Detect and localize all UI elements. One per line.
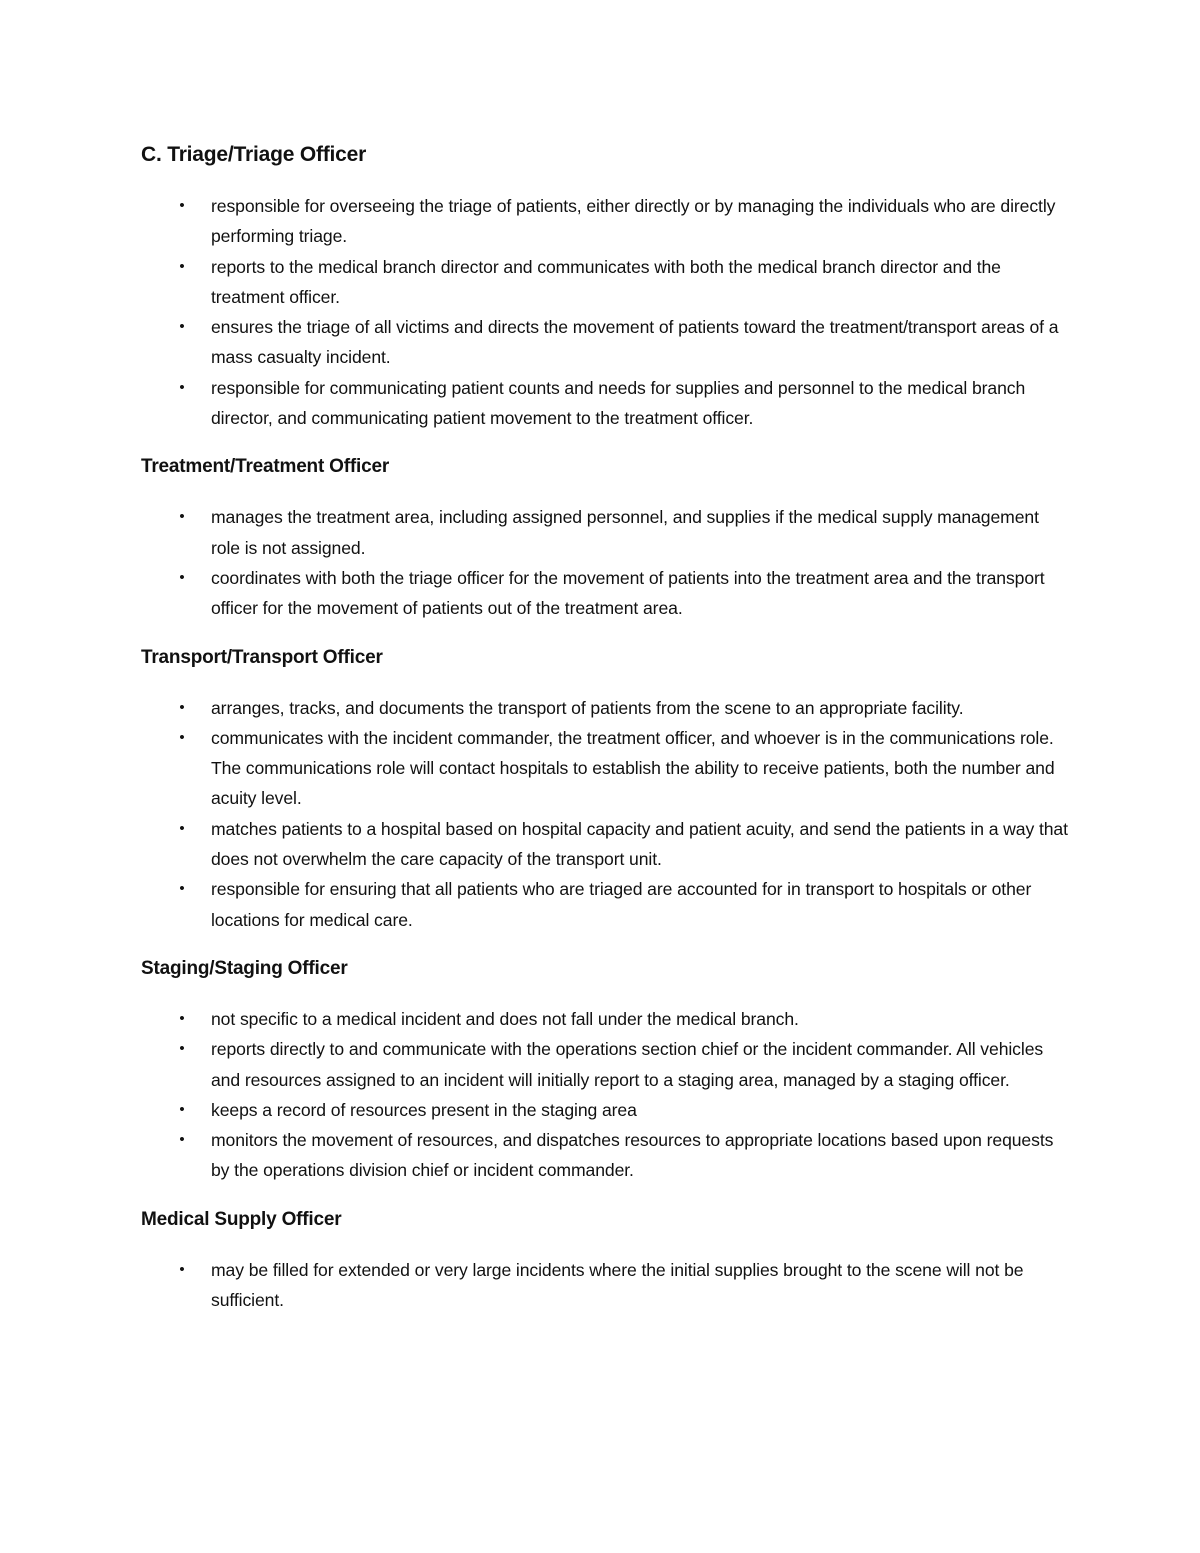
list-item-text: manages the treatment area, including assigned personnel, and supplies if the medical supply management role is not assigned. bbox=[211, 507, 1039, 558]
bullet-icon bbox=[175, 1095, 189, 1125]
bullet-icon bbox=[175, 502, 189, 532]
list-item bbox=[141, 252, 1071, 313]
list-item-text: may be filled for extended or very large incidents where the initial supplies brought to the scene will not be sufficient. bbox=[211, 1259, 1024, 1311]
bullet-icon bbox=[175, 814, 189, 844]
list-item bbox=[141, 563, 1071, 624]
list-item bbox=[141, 312, 1071, 373]
list-item-text: communicates with the incident commander, the treatment officer, and whoever is in the communications role. The communications role will contact hospitals to establish the ability to receive patients, both the number and acuity level. bbox=[211, 727, 1055, 809]
bullet-icon bbox=[175, 191, 189, 221]
section-title-medical-supply: Medical Supply Officer bbox=[141, 1208, 342, 1230]
list-item bbox=[141, 502, 1071, 563]
document-body bbox=[141, 140, 1071, 1334]
bullet-icon bbox=[175, 693, 189, 723]
list-item bbox=[141, 373, 1071, 434]
list-item-text: keeps a record of resources present in the staging area bbox=[211, 1099, 637, 1120]
bullet-icon bbox=[175, 312, 189, 342]
list-item bbox=[141, 814, 1071, 875]
list-item bbox=[141, 1255, 1071, 1316]
list-item-text: responsible for ensuring that all patients who are triaged are accounted for in transport to hospitals or other locations for medical care. bbox=[211, 879, 1032, 930]
section-title-staging: Staging/Staging Officer bbox=[141, 957, 348, 979]
list-item bbox=[141, 1125, 1071, 1186]
list-item bbox=[141, 723, 1071, 814]
list-item bbox=[141, 693, 1071, 723]
list-item-text: coordinates with both the triage officer for the movement of patients into the treatment area and the transport officer for the movement of patients out of the treatment area. bbox=[211, 567, 1045, 619]
triage-list bbox=[141, 191, 1071, 433]
list-item bbox=[141, 874, 1071, 935]
section-title-treatment: Treatment/Treatment Officer bbox=[141, 456, 390, 478]
treatment-list bbox=[141, 502, 1071, 623]
list-item-text: reports to the medical branch director and communicates with both the medical branch director and the treatment officer. bbox=[211, 256, 1001, 307]
list-item-text: responsible for communicating patient counts and needs for supplies and personnel to the medical branch director, and communicating patient movement to the treatment officer. bbox=[211, 377, 1026, 429]
list-item bbox=[141, 1004, 1071, 1034]
bullet-icon bbox=[175, 563, 189, 593]
list-item bbox=[141, 191, 1071, 252]
bullet-icon bbox=[175, 252, 189, 282]
list-item-text: matches patients to a hospital based on hospital capacity and patient acuity, and send the patients in a way that does not overwhelm the care capacity of the transport unit. bbox=[211, 818, 1068, 870]
bullet-icon bbox=[175, 874, 189, 904]
bullet-icon bbox=[175, 1255, 189, 1285]
list-item-text: ensures the triage of all victims and directs the movement of patients toward the treatment/transport areas of a mass casualty incident. bbox=[211, 317, 1059, 368]
list-item-text: arranges, tracks, and documents the transport of patients from the scene to an appropriate facility. bbox=[211, 697, 964, 718]
bullet-icon bbox=[175, 373, 189, 403]
medical-supply-list bbox=[141, 1255, 1071, 1316]
bullet-icon bbox=[175, 1125, 189, 1155]
list-item-text: monitors the movement of resources, and dispatches resources to appropriate locations based upon requests by the operations division chief or incident commander. bbox=[211, 1130, 1054, 1181]
transport-list bbox=[141, 693, 1071, 935]
section-title-triage: C. Triage/Triage Officer bbox=[141, 143, 367, 166]
bullet-icon bbox=[175, 723, 189, 753]
bullet-icon bbox=[175, 1004, 189, 1034]
list-item-text: responsible for overseeing the triage of patients, either directly or by managing the individuals who are directly performing triage. bbox=[211, 196, 1056, 247]
list-item-text: reports directly to and communicate with the operations section chief or the incident commander. All vehicles and resources assigned to an incident will initially report to a staging area, managed by a staging officer. bbox=[211, 1039, 1044, 1090]
staging-list bbox=[141, 1004, 1071, 1186]
section-title-transport: Transport/Transport Officer bbox=[141, 646, 383, 668]
list-item bbox=[141, 1095, 1071, 1125]
bullet-icon bbox=[175, 1034, 189, 1064]
list-item-text: not specific to a medical incident and does not fall under the medical branch. bbox=[211, 1008, 799, 1029]
list-item bbox=[141, 1034, 1071, 1095]
